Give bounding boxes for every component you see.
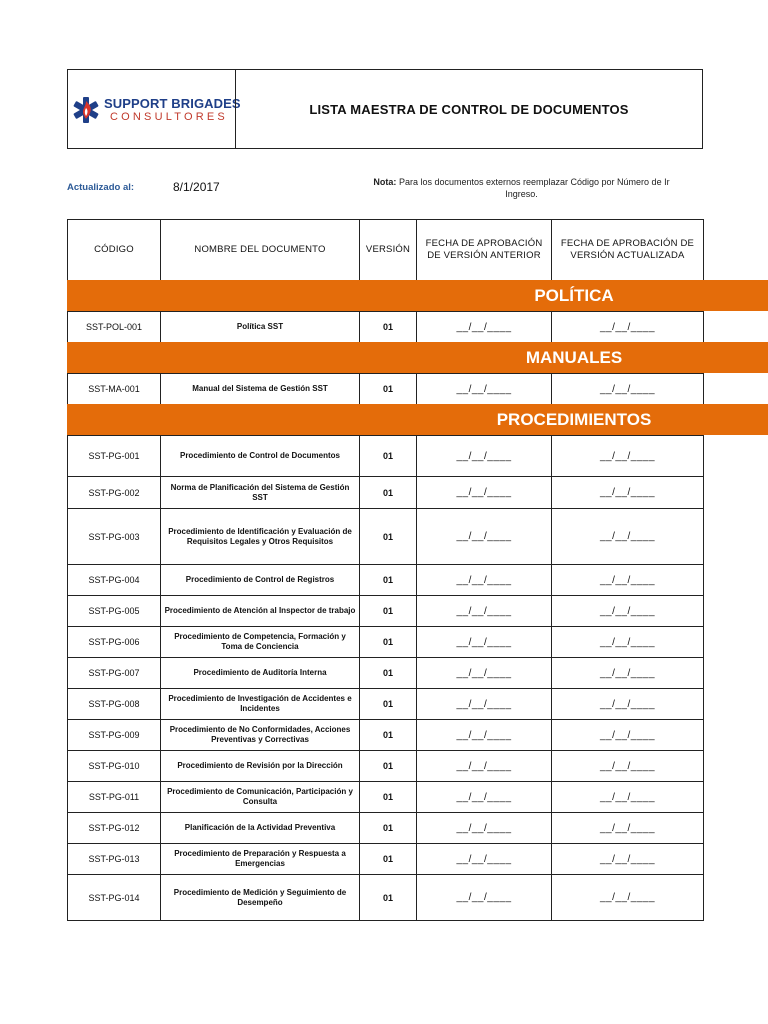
row-code: SST-PG-004 bbox=[67, 564, 161, 596]
row-current-approval-date: __/__/____ bbox=[551, 508, 704, 565]
note-text: Para los documentos externos reemplazar Código por Número de Ir bbox=[398, 177, 670, 187]
row-document-name: Procedimiento de Revisión por la Dirección bbox=[160, 750, 360, 782]
section-title: POLÍTICA bbox=[534, 285, 614, 305]
note bbox=[340, 176, 703, 200]
header-code: CÓDIGO bbox=[67, 219, 161, 281]
page-title: LISTA MAESTRA DE CONTROL DE DOCUMENTOS bbox=[309, 101, 629, 117]
row-current-approval-date: __/__/____ bbox=[551, 476, 704, 509]
row-current-approval-date: __/__/____ bbox=[551, 688, 704, 720]
row-code: SST-PG-006 bbox=[67, 626, 161, 658]
row-prev-approval-date: __/__/____ bbox=[416, 626, 552, 658]
logo-subtitle: CONSULTORES bbox=[110, 111, 228, 123]
row-version: 01 bbox=[359, 564, 417, 596]
row-prev-approval-date: __/__/____ bbox=[416, 373, 552, 405]
row-code: SST-PG-014 bbox=[67, 874, 161, 921]
row-document-name: Procedimiento de Investigación de Accidentes e Incidentes bbox=[160, 688, 360, 720]
row-prev-approval-date: __/__/____ bbox=[416, 435, 552, 477]
row-version: 01 bbox=[359, 508, 417, 565]
row-version: 01 bbox=[359, 657, 417, 689]
row-prev-approval-date: __/__/____ bbox=[416, 812, 552, 844]
row-document-name: Procedimiento de Control de Registros bbox=[160, 564, 360, 596]
row-current-approval-date: __/__/____ bbox=[551, 874, 704, 921]
row-prev-approval-date: __/__/____ bbox=[416, 750, 552, 782]
header-document-name: NOMBRE DEL DOCUMENTO bbox=[160, 219, 360, 281]
row-current-approval-date: __/__/____ bbox=[551, 781, 704, 813]
row-code: SST-PG-005 bbox=[67, 595, 161, 627]
row-document-name: Procedimiento de Atención al Inspector de trabajo bbox=[160, 595, 360, 627]
row-prev-approval-date: __/__/____ bbox=[416, 688, 552, 720]
row-document-name: Política SST bbox=[160, 311, 360, 343]
row-current-approval-date: __/__/____ bbox=[551, 373, 704, 405]
row-document-name: Procedimiento de Comunicación, Participación y Consulta bbox=[160, 781, 360, 813]
row-prev-approval-date: __/__/____ bbox=[416, 719, 552, 751]
header-version: VERSIÓN bbox=[359, 219, 417, 281]
row-version: 01 bbox=[359, 719, 417, 751]
row-code: SST-PG-013 bbox=[67, 843, 161, 875]
row-code: SST-PG-009 bbox=[67, 719, 161, 751]
row-code: SST-POL-001 bbox=[67, 311, 161, 343]
row-document-name: Procedimiento de Preparación y Respuesta a Emergencias bbox=[160, 843, 360, 875]
row-prev-approval-date: __/__/____ bbox=[416, 311, 552, 343]
row-current-approval-date: __/__/____ bbox=[551, 311, 704, 343]
row-code: SST-PG-007 bbox=[67, 657, 161, 689]
row-version: 01 bbox=[359, 595, 417, 627]
row-current-approval-date: __/__/____ bbox=[551, 812, 704, 844]
row-prev-approval-date: __/__/____ bbox=[416, 595, 552, 627]
row-prev-approval-date: __/__/____ bbox=[416, 657, 552, 689]
row-document-name: Procedimiento de Competencia, Formación y Toma de Conciencia bbox=[160, 626, 360, 658]
note-text-continued: Ingreso. bbox=[505, 189, 538, 199]
updated-date: 8/1/2017 bbox=[173, 180, 220, 194]
updated-label: Actualizado al: bbox=[67, 182, 135, 193]
row-version: 01 bbox=[359, 311, 417, 343]
row-code: SST-PG-012 bbox=[67, 812, 161, 844]
row-current-approval-date: __/__/____ bbox=[551, 657, 704, 689]
row-version: 01 bbox=[359, 373, 417, 405]
section-title: PROCEDIMIENTOS bbox=[496, 409, 652, 429]
row-version: 01 bbox=[359, 688, 417, 720]
row-document-name: Norma de Planificación del Sistema de Gestión SST bbox=[160, 476, 360, 509]
star-of-life-flame-icon bbox=[70, 93, 102, 127]
title-box bbox=[235, 69, 703, 149]
row-version: 01 bbox=[359, 843, 417, 875]
row-current-approval-date: __/__/____ bbox=[551, 626, 704, 658]
row-document-name: Procedimiento de Medición y Seguimiento de Desempeño bbox=[160, 874, 360, 921]
section-header bbox=[67, 280, 768, 311]
row-document-name: Planificación de la Actividad Preventiva bbox=[160, 812, 360, 844]
row-current-approval-date: __/__/____ bbox=[551, 435, 704, 477]
row-code: SST-MA-001 bbox=[67, 373, 161, 405]
row-prev-approval-date: __/__/____ bbox=[416, 843, 552, 875]
row-prev-approval-date: __/__/____ bbox=[416, 508, 552, 565]
row-document-name: Procedimiento de Control de Documentos bbox=[160, 435, 360, 477]
row-current-approval-date: __/__/____ bbox=[551, 750, 704, 782]
header-current-approval-date: FECHA DE APROBACIÓN DE VERSIÓN ACTUALIZADA bbox=[551, 219, 704, 281]
row-document-name: Manual del Sistema de Gestión SST bbox=[160, 373, 360, 405]
row-code: SST-PG-008 bbox=[67, 688, 161, 720]
row-document-name: Procedimiento de Identificación y Evaluación de Requisitos Legales y Otros Requisitos bbox=[160, 508, 360, 565]
row-version: 01 bbox=[359, 435, 417, 477]
row-code: SST-PG-001 bbox=[67, 435, 161, 477]
row-version: 01 bbox=[359, 781, 417, 813]
row-prev-approval-date: __/__/____ bbox=[416, 781, 552, 813]
row-version: 01 bbox=[359, 812, 417, 844]
row-current-approval-date: __/__/____ bbox=[551, 564, 704, 596]
row-prev-approval-date: __/__/____ bbox=[416, 476, 552, 509]
row-document-name: Procedimiento de Auditoría Interna bbox=[160, 657, 360, 689]
row-version: 01 bbox=[359, 626, 417, 658]
row-version: 01 bbox=[359, 476, 417, 509]
row-current-approval-date: __/__/____ bbox=[551, 843, 704, 875]
header-prev-approval-date: FECHA DE APROBACIÓN DE VERSIÓN ANTERIOR bbox=[416, 219, 552, 281]
section-header bbox=[67, 404, 768, 435]
row-code: SST-PG-011 bbox=[67, 781, 161, 813]
row-version: 01 bbox=[359, 874, 417, 921]
row-document-name: Procedimiento de No Conformidades, Acciones Preventivas y Correctivas bbox=[160, 719, 360, 751]
row-version: 01 bbox=[359, 750, 417, 782]
logo-wordmark: SUPPORT BRIGADES bbox=[104, 96, 241, 111]
note-label: Nota: bbox=[373, 177, 397, 187]
row-code: SST-PG-002 bbox=[67, 476, 161, 509]
row-code: SST-PG-003 bbox=[67, 508, 161, 565]
row-code: SST-PG-010 bbox=[67, 750, 161, 782]
section-title: MANUALES bbox=[525, 347, 623, 367]
row-current-approval-date: __/__/____ bbox=[551, 595, 704, 627]
section-header bbox=[67, 342, 768, 373]
row-prev-approval-date: __/__/____ bbox=[416, 874, 552, 921]
row-current-approval-date: __/__/____ bbox=[551, 719, 704, 751]
row-prev-approval-date: __/__/____ bbox=[416, 564, 552, 596]
